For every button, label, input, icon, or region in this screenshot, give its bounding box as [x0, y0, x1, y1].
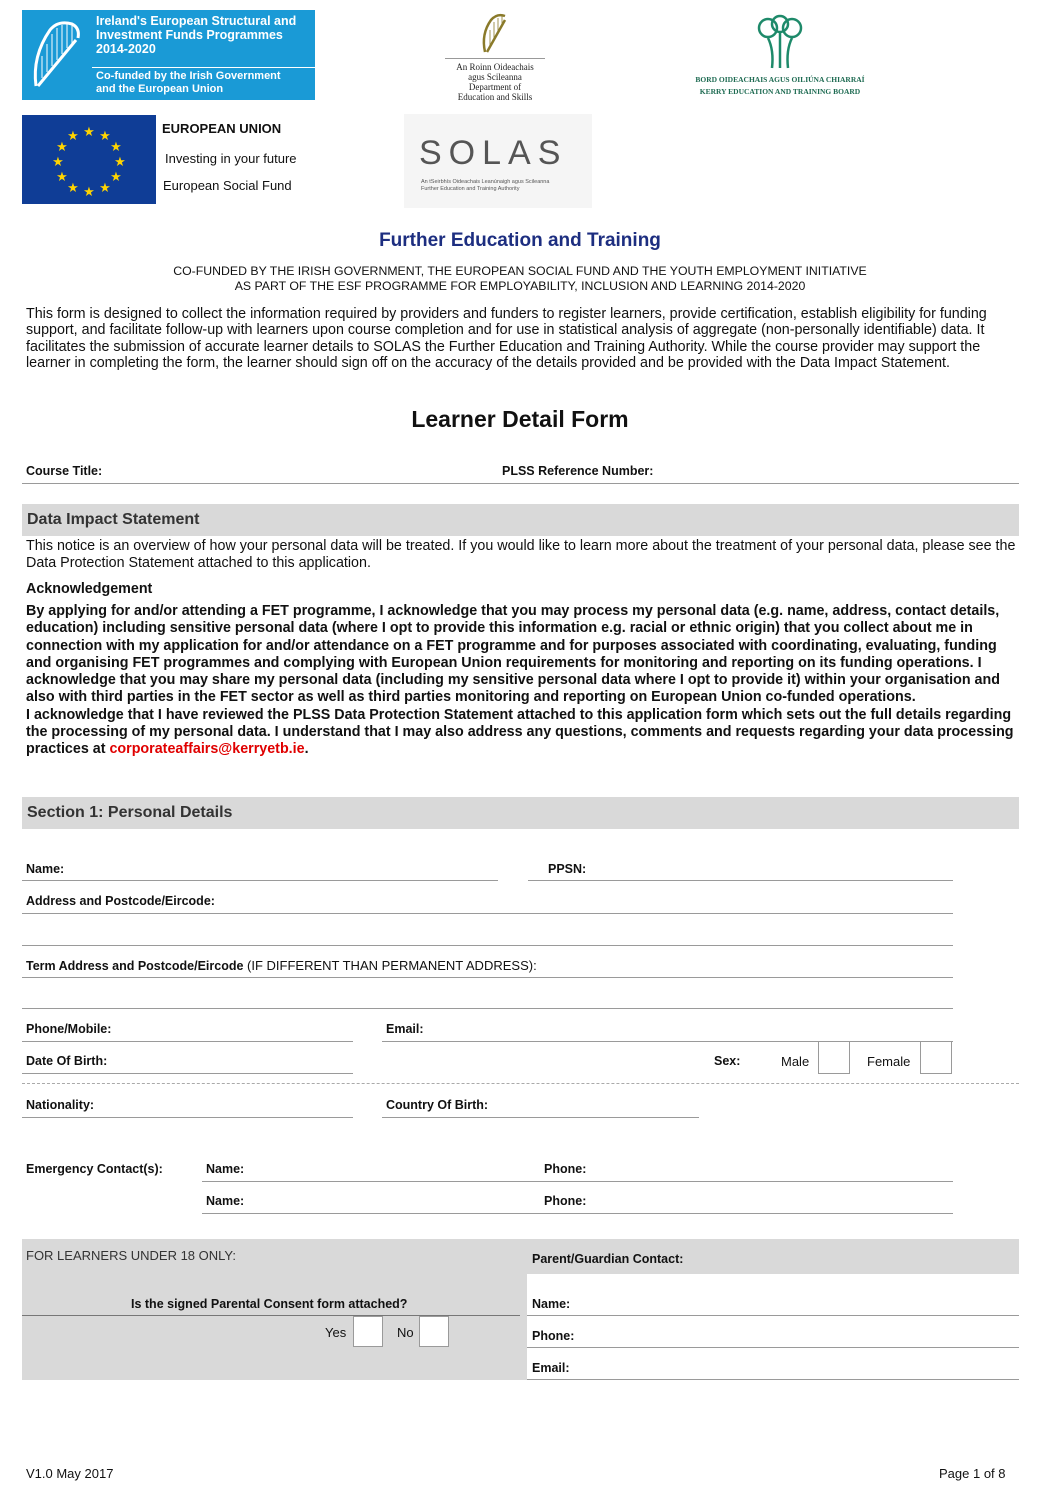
acknowledgement-text: [26, 603, 1021, 759]
yes-checkbox[interactable]: [353, 1316, 383, 1347]
acknowledgement-para-2: [26, 707, 1021, 759]
acknowledgement-para-1: By applying for and/or attending a FET programme, I acknowledge that you may process my personal data (e.g. name, address, contact details, education) including sensitive personal data (where I opt to provide this information e.g. racial or ethnic origin) that you collect about me in connection with my application for and/or attendance on a FET programme and for purposes associated with coordinating, evaluating, funding and organising FET programmes and complying with European Union requirements for monitoring and reporting on its funding operations. I acknowledge that you may share my personal data (including my sensitive personal data where I opt to provide it) within your organisation and also with third parties in the FET sector as well as third parties monitoring and reporting on European Union co-funded operations.: [26, 603, 1000, 706]
term-address-note: (IF DIFFERENT THAN PERMANENT ADDRESS):: [243, 958, 537, 973]
ec1-name-label: Name:: [206, 1162, 245, 1176]
eu-invest: Investing in your future: [165, 151, 297, 166]
female-label: Female: [867, 1054, 911, 1069]
address-field-line-1[interactable]: [22, 913, 953, 914]
section1-heading: Section 1: Personal Details: [22, 797, 1019, 829]
dept-education-logo: [440, 10, 550, 105]
email-field[interactable]: [382, 1041, 953, 1042]
page-number: Page 1 of 8: [939, 1466, 1006, 1481]
svg-text:★: ★: [114, 155, 126, 170]
term-address-label-text: Term Address and Postcode/Eircode: [26, 959, 244, 973]
esif-cofund: Co-funded by the Irish Government and the European Union: [96, 70, 281, 95]
under18-heading: FOR LEARNERS UNDER 18 ONLY:: [26, 1248, 236, 1263]
eu-text-block: [162, 121, 297, 193]
guardian-name-label: Name:: [532, 1297, 571, 1311]
kerry-name: BORD OIDEACHAIS AGUS OILIÚNA CHIARRAÍ KERRY EDUCATION AND TRAINING BOARD: [695, 75, 865, 96]
svg-text:★: ★: [83, 125, 95, 140]
dob-field[interactable]: [22, 1073, 353, 1074]
yes-label: Yes: [325, 1325, 347, 1340]
phone-label: Phone/Mobile:: [26, 1022, 112, 1036]
dob-label: Date Of Birth:: [26, 1054, 108, 1068]
svg-text:★: ★: [56, 140, 68, 155]
ec2-field[interactable]: [202, 1213, 953, 1214]
nationality-field[interactable]: [22, 1117, 353, 1118]
eu-stars-icon: [22, 115, 156, 204]
guardian-fields: [527, 1274, 1019, 1380]
no-checkbox[interactable]: [419, 1316, 449, 1347]
course-title-field[interactable]: [22, 483, 1019, 484]
consent-question: Is the signed Parental Consent form attached?: [131, 1297, 408, 1311]
eu-flag: [22, 115, 156, 204]
ec1-field[interactable]: [202, 1181, 953, 1182]
ec1-phone-label: Phone:: [544, 1162, 587, 1176]
acknowledgement-period: .: [304, 741, 309, 758]
dept-name: An Roinn Oideachais agus Scileanna Department of Education and Skills: [456, 62, 534, 102]
guardian-heading: Parent/Guardian Contact:: [532, 1252, 684, 1266]
svg-text:★: ★: [99, 181, 111, 196]
email-label: Email:: [386, 1022, 424, 1036]
dashed-divider: [22, 1083, 1019, 1084]
guardian-phone-label: Phone:: [532, 1329, 575, 1343]
phone-field[interactable]: [22, 1041, 353, 1042]
name-field[interactable]: [22, 880, 498, 881]
svg-text:★: ★: [52, 155, 64, 170]
cofund-statement: CO-FUNDED BY THE IRISH GOVERNMENT, THE EUROPEAN SOCIAL FUND AND THE YOUTH EMPLOYMENT INITIATIVE AS PART OF THE ESF PROGRAMME FOR EMPLOYABILITY, INCLUSION AND LEARNING 2014-2020: [173, 264, 867, 293]
acknowledgement-heading: Acknowledgement: [26, 581, 153, 597]
svg-text:★: ★: [56, 170, 68, 185]
data-impact-notice: This notice is an overview of how your personal data will be treated. If you would like to learn more about the treatment of your personal data, please see the Data Protection Statement attached to this application.: [26, 538, 1016, 571]
version-footer: V1.0 May 2017: [26, 1466, 114, 1481]
course-title-label: Course Title:: [26, 464, 103, 478]
harp-icon: [28, 16, 88, 94]
sex-label: Sex:: [714, 1054, 741, 1068]
plss-reference-label: PLSS Reference Number:: [502, 464, 654, 478]
tree-icon: [750, 14, 810, 70]
svg-text:★: ★: [67, 129, 79, 144]
term-address-field-line-2[interactable]: [22, 1008, 953, 1009]
ppsn-field[interactable]: [528, 880, 953, 881]
esif-title: Ireland's European Structural and Investment Funds Programmes 2014-2020: [96, 14, 297, 56]
nationality-label: Nationality:: [26, 1098, 95, 1112]
name-label: Name:: [26, 862, 65, 876]
form-title: Learner Detail Form: [411, 406, 629, 432]
guardian-email-label: Email:: [532, 1361, 570, 1375]
guardian-email-field[interactable]: [527, 1379, 1019, 1380]
svg-text:★: ★: [83, 185, 95, 200]
address-label: Address and Postcode/Eircode:: [26, 894, 215, 908]
term-address-field-line-1[interactable]: [22, 977, 953, 978]
intro-paragraph: This form is designed to collect the information required by providers and funders to register learners, provide certification, establish eligibility for funding support, and facilitate follow-up with learners upon course completion and for use in statistical analysis of aggregate (non-personally identifiable) data. It facilitates the submission of accurate learner details to SOLAS the Further Education and Training Authority. While the course provider may support the learner in completing the form, the learner should sign off on the accuracy of the details provided and be provided with the Data Impact Statement.: [26, 306, 987, 372]
svg-text:★: ★: [110, 170, 122, 185]
guardian-name-field[interactable]: [527, 1315, 1019, 1316]
term-address-label: [26, 958, 537, 973]
emergency-contact-label: Emergency Contact(s):: [26, 1162, 163, 1176]
guardian-phone-field[interactable]: [527, 1347, 1019, 1348]
male-checkbox[interactable]: [818, 1041, 850, 1074]
eu-fund: European Social Fund: [163, 178, 292, 193]
corporate-email-link[interactable]: corporateaffairs@kerryetb.ie: [109, 741, 305, 758]
eu-title: EUROPEAN UNION: [162, 121, 282, 136]
svg-text:★: ★: [110, 140, 122, 155]
solas-logo: [404, 114, 592, 208]
svg-text:★: ★: [99, 129, 111, 144]
esif-divider: [92, 67, 315, 68]
acknowledgement-para-2-text: I acknowledge that I have reviewed the PLSS Data Protection Statement attached to this application form which sets out the full details regarding the processing of my personal data. I understand that I may also address any questions, comments and requests regarding your data processing practices at: [26, 706, 1014, 758]
country-of-birth-field[interactable]: [382, 1117, 699, 1118]
dept-divider: [445, 58, 545, 59]
esif-logo: [22, 10, 315, 100]
solas-subtitle: An tSeirbhís Oideachais Leanúnaigh agus Scileanna Further Education and Training Authority: [421, 179, 550, 192]
male-label: Male: [781, 1054, 810, 1069]
ec2-name-label: Name:: [206, 1194, 245, 1208]
female-checkbox[interactable]: [920, 1041, 952, 1074]
ec2-phone-label: Phone:: [544, 1194, 587, 1208]
ppsn-label: PPSN:: [548, 862, 587, 876]
solas-wordmark: SOLAS: [419, 134, 568, 172]
kerry-etb-logo: [680, 14, 880, 104]
no-label: No: [397, 1325, 414, 1340]
address-field-line-2[interactable]: [22, 945, 953, 946]
data-impact-heading: Data Impact Statement: [22, 504, 1019, 536]
harp-icon: [475, 10, 515, 56]
page-heading: Further Education and Training: [379, 230, 661, 251]
country-of-birth-label: Country Of Birth:: [386, 1098, 489, 1112]
svg-text:★: ★: [67, 181, 79, 196]
